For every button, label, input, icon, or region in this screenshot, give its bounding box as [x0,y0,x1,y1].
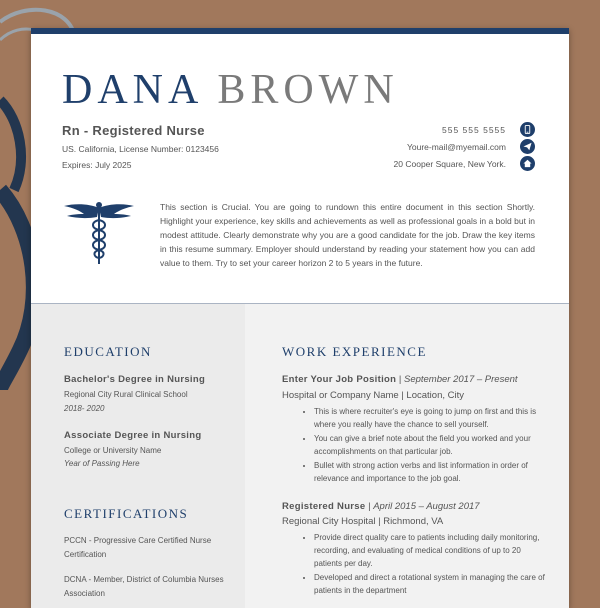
degree-years: Year of Passing Here [64,459,140,468]
degree-title: Bachelor's Degree in Nursing [64,374,206,385]
job-header: Enter Your Job Position | September 2017 – Present [282,374,518,385]
school-name: Regional City Rural Clinical School [64,390,188,399]
work-experience-heading: WORK EXPERIENCE [282,344,427,359]
resume-page [31,28,569,608]
first-name: DANA [62,67,204,113]
home-icon [520,156,535,171]
send-icon [520,139,535,154]
certification-item: PCCN - Progressive Care Certified Nurse Certification [64,536,212,559]
email-address: Youre-mail@myemail.com [406,142,506,152]
duty-item: • Developed and direct a rotational system in managing the care of patients in the department [314,571,549,597]
job-position: Registered Nurse [282,501,366,512]
duty-item: • This is where recruiter's eye is going to jump on first and this is where you really have the chance to sell yourself. [314,405,549,431]
job-duties [300,405,549,486]
school-name: College or University Name [64,446,162,455]
job-title: Rn - Registered Nurse [62,123,205,138]
job-company: Hospital or Company Name | Location, City [282,390,464,401]
top-accent-bar [31,28,569,34]
job-dates: September 2017 – Present [403,374,518,385]
duty-item: • Provide direct quality care to patients including daily monitoring, recording, and evaluating of medical conditions of up to 20 patients per day. [314,531,549,570]
job-company: Regional City Hospital | Richmond, VA [282,516,444,527]
phone-icon [520,122,535,137]
degree-years: 2018- 2020 [64,404,105,413]
last-name: BROWN [217,67,399,113]
duty-item: • Bullet with strong action verbs and list information in order of relevance and importance to the job goal. [314,459,549,485]
degree-title: Associate Degree in Nursing [64,430,202,441]
job-dates: April 2015 – August 2017 [373,501,480,512]
full-name [62,66,399,114]
certification-item: DCNA - Member, District of Columbia Nurses Association [64,575,224,598]
street-address: 20 Cooper Square, New York. [393,159,506,169]
job-duties [300,531,549,598]
professional-summary: This section is Crucial. You are going to rundown this entire document in this section Shortly. Highlight your experience, key skills and achievements as well as professional goals in a bold but in modest attitude. Clearly demonstrate why you are a good candidate for the job. Draw the key items in this resume summary. Employer should understand by reading your statement how you can add value to them. Try to set your career horizon 2 to 5 years in the future. [160,202,535,268]
certifications-heading: CERTIFICATIONS [64,506,189,521]
caduceus-icon [64,200,134,266]
job-header: Registered Nurse | April 2015 – August 2017 [282,501,480,512]
job-position: Enter Your Job Position [282,374,397,385]
education-heading: EDUCATION [64,344,152,359]
license-expiry: Expires: July 2025 [62,160,132,170]
phone-number: 555 555 5555 [442,125,506,135]
license-number: US. California, License Number: 0123456 [62,144,219,154]
duty-item: • You can give a brief note about the field you worked and your accomplishments on that particular job. [314,432,549,458]
